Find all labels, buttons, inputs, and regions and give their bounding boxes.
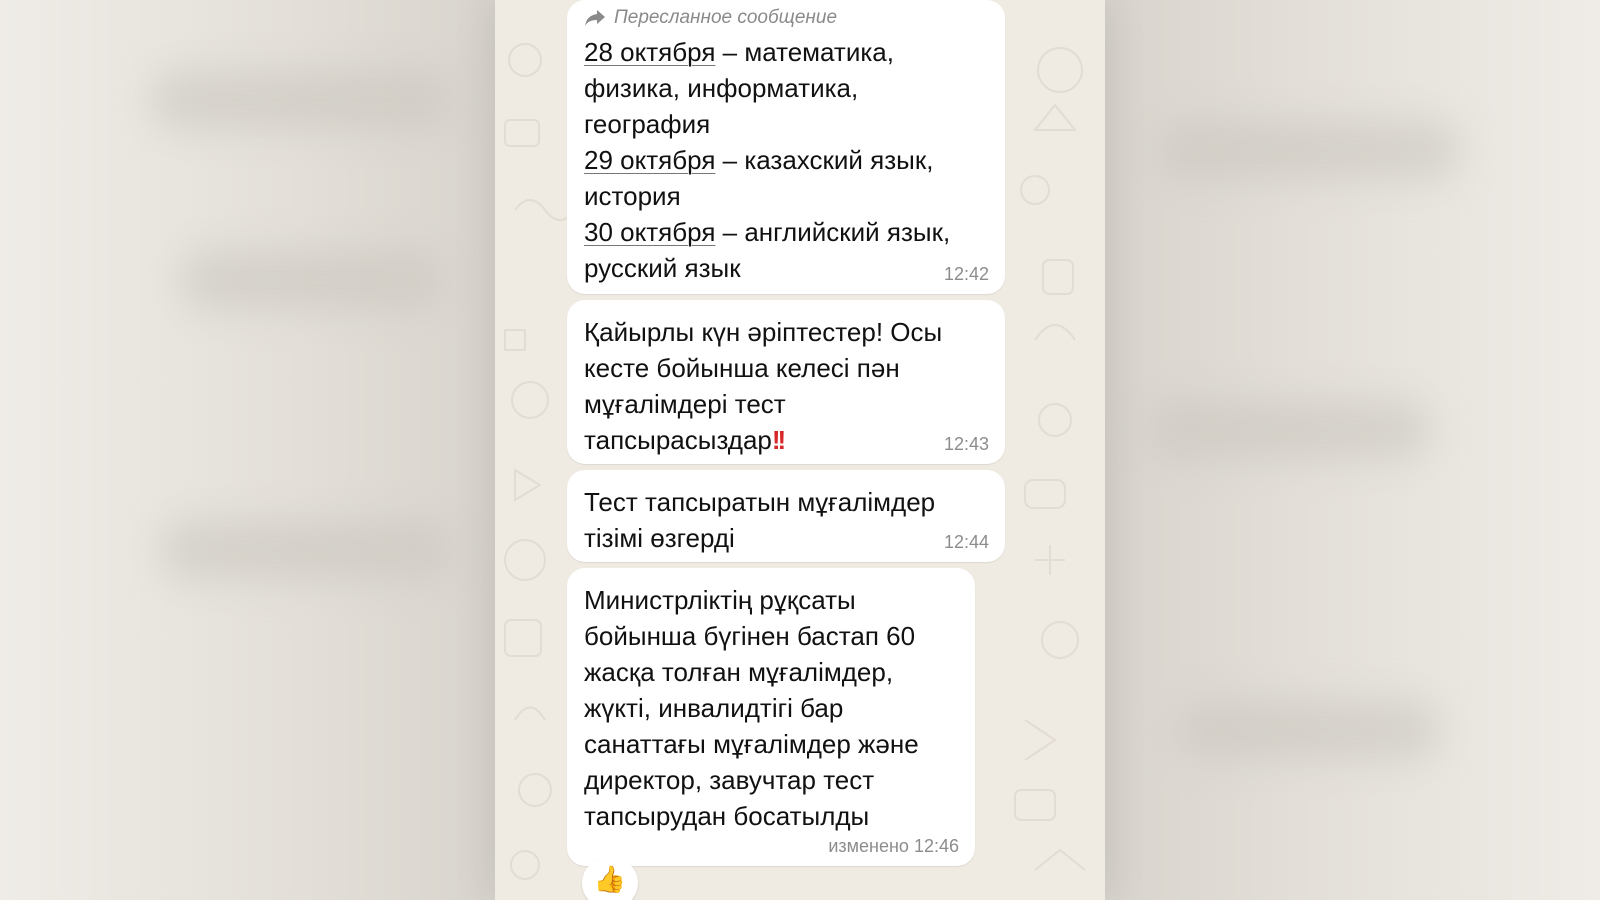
blur-shape [160,520,450,580]
message-line: Қайырлы күн әріптестер! Осы [584,317,943,347]
forwarded-header [584,6,987,30]
date-link[interactable]: 28 октября [584,37,716,67]
message-line: тапсырудан босатылды [584,801,870,831]
message-line: тізімі өзгерді [584,523,735,553]
blur-shape [150,70,450,130]
message-line: мұғалімдері тест [584,389,786,419]
message-text: тапсырасыздар [584,425,772,455]
reaction-badge[interactable] [582,858,638,900]
message-line: жасқа толған мұғалімдер, [584,657,894,687]
message-line [584,34,987,70]
message-bubble[interactable] [567,0,1005,294]
message-bubble[interactable] [567,568,975,866]
message-time: 12:43 [943,434,989,454]
message-line [584,422,987,458]
message-text: – казахский язык, [715,145,934,175]
blur-shape [1150,400,1430,460]
message-line: физика, информатика, [584,73,859,103]
message-text: – математика, [715,37,894,67]
date-link[interactable]: 29 октября [584,145,716,175]
date-link[interactable]: 30 октября [584,217,716,247]
message-time: 12:42 [943,264,989,284]
double-exclamation-icon: !! [771,425,784,455]
message-text: – английский язык, [715,217,951,247]
message-time: 12:44 [943,532,989,552]
forward-arrow-icon [584,9,606,27]
message-line [584,214,987,250]
thumbs-up-icon: 👍 [593,864,627,894]
blur-shape [1160,120,1460,180]
forwarded-label: Пересланное сообщение [614,7,838,28]
blur-shape [1180,700,1440,760]
message-line: кесте бойынша келесі пән [584,353,900,383]
message-line: русский язык [584,253,741,283]
message-bubble[interactable] [567,470,1005,562]
message-line: жүкті, инвалидтігі бар [584,693,844,723]
message-time: 12:46 [913,836,959,856]
message-line: Министрліктің рұқсаты [584,585,856,615]
message-line [584,142,987,178]
message-bubble[interactable] [567,300,1005,464]
message-line: история [584,181,681,211]
edited-label: изменено [828,836,909,856]
message-line: санаттағы мұғалімдер және [584,729,919,759]
message-line: бойынша бүгінен бастап 60 [584,621,916,651]
blur-shape [180,250,440,310]
chat-screen[interactable] [495,0,1105,900]
message-line: директор, завучтар тест [584,765,875,795]
message-line: география [584,109,711,139]
message-meta [828,836,959,856]
message-line: Тест тапсыратын мұғалімдер [584,487,936,517]
